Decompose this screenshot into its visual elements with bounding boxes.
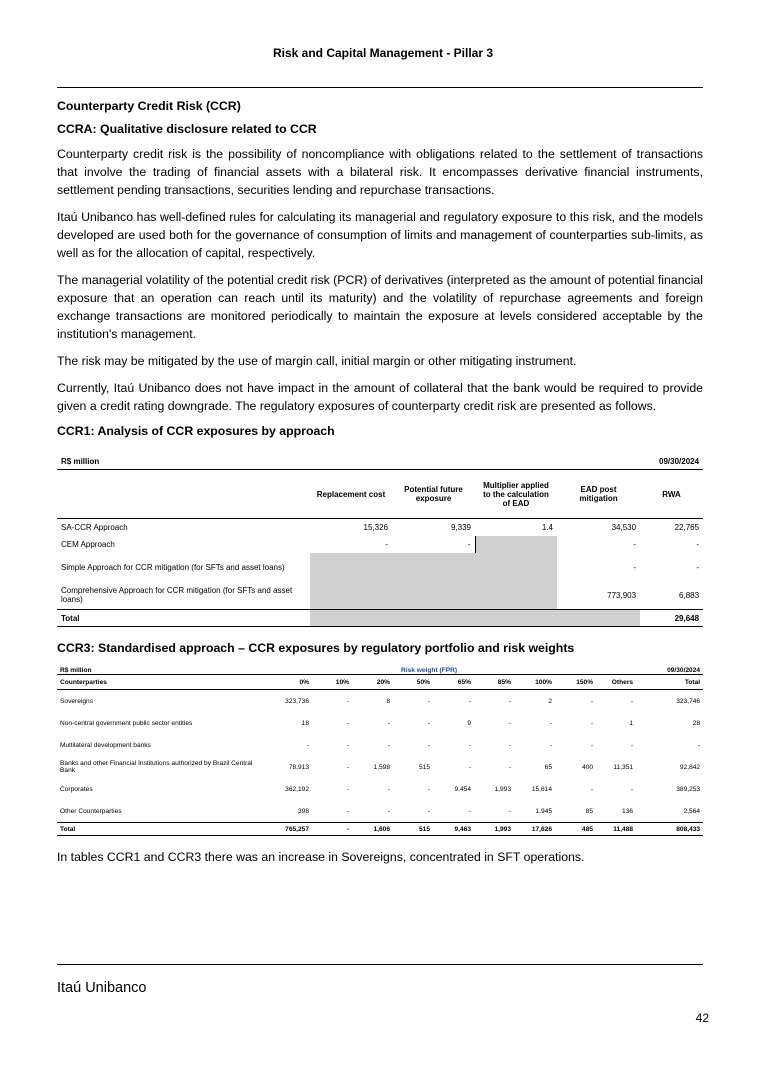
ccr3-header: 10%	[312, 675, 352, 690]
ccr3-total-cell: 9,463	[433, 823, 474, 836]
ccr3-cell: -	[468, 807, 471, 815]
header-divider	[57, 87, 703, 88]
ccr3-cell: -	[508, 719, 511, 727]
ccr3-cell: -	[427, 785, 430, 793]
ccr3-cell: -	[387, 807, 390, 815]
table-row	[57, 581, 703, 610]
ccr1-title: CCR1: Analysis of CCR exposures by approach	[57, 424, 335, 438]
ccr3-total-label: Total	[57, 823, 262, 836]
ccra-title: CCRA: Qualitative disclosure related to CCR	[57, 122, 317, 136]
ccr1-row-label: Comprehensive Approach for CCR mitigation (for SFTs and asset loans)	[61, 586, 293, 604]
ccr3-cell: -	[468, 697, 471, 705]
ccr1-cell: 34,530	[611, 523, 637, 532]
ccr3-row-label: Banks and other Financial Institutions authorized by Brazil Central Bank	[60, 760, 253, 774]
ccr3-header: Others	[596, 675, 636, 690]
ccr3-total-cell: 1,993	[474, 823, 514, 836]
ccr1-row-label: CEM Approach	[61, 540, 115, 549]
table-row	[57, 712, 703, 734]
ccr1-header-multiplier: Multiplier applied to the calculation of EAD	[475, 470, 557, 519]
ccr1-header-pfe: Potential future exposure	[392, 470, 475, 519]
ccr3-row-label: Corporates	[60, 785, 93, 793]
ccr3-cell: 323,746	[676, 697, 701, 705]
ccr3-header: 65%	[433, 675, 474, 690]
ccr3-cell: -	[346, 807, 349, 815]
page-content	[57, 99, 703, 875]
ccr1-unit: R$ million	[57, 444, 640, 470]
footer-brand: Itaú Unibanco	[57, 980, 147, 996]
ccr3-cell: 398	[297, 807, 309, 815]
ccr1-cell: -	[467, 540, 471, 549]
ccr1-cell: 15,326	[363, 523, 388, 532]
ccr3-cell: 15,614	[531, 785, 552, 793]
ccr3-cell: -	[427, 807, 430, 815]
ccr3-unit: R$ million	[60, 667, 92, 674]
ccr3-cell: -	[468, 741, 471, 749]
table-row	[57, 734, 703, 756]
page-header-title: Risk and Capital Management - Pillar 3	[272, 46, 494, 60]
paragraph: The managerial volatility of the potential credit risk (PCR) of derivatives (interpreted as the amount of potential financial exposure that an operation can reach until its maturity) and the volatility of repurchase agreements and foreign exchange transactions are monitored periodically to maintain the exposure at levels considered acceptable by the institution's management.	[57, 273, 703, 341]
ccr3-cell: 2,564	[683, 807, 701, 815]
ccr3-cell: -	[346, 719, 349, 727]
ccr3-cell: -	[630, 697, 634, 705]
table-row	[57, 778, 703, 800]
ccr3-cell: 323,736	[285, 697, 309, 705]
ccr3-cell: -	[346, 785, 349, 793]
ccr3-total-cell: -	[312, 823, 352, 836]
ccr3-total-cell: 485	[555, 823, 596, 836]
table-row	[57, 519, 703, 537]
table-row	[57, 690, 703, 713]
ccr3-cell: 2	[548, 697, 552, 705]
ccr3-cell: 9,454	[454, 785, 471, 793]
ccr3-total-cell: 808,433	[636, 823, 703, 836]
ccr3-total-row	[57, 823, 703, 836]
ccr3-cell: -	[549, 741, 552, 749]
ccr3-row-label: Non-central government public sector entities	[60, 719, 193, 727]
paragraph: Currently, Itaú Unibanco does not have impact in the amount of collateral that the bank would be required to provide given a credit rating downgrade. The regulatory exposures of counterparty credit risk are presented as follows.	[57, 381, 703, 413]
ccr1-total-rwa: 29,648	[640, 610, 703, 627]
ccr1-table	[57, 444, 703, 627]
paragraph: Itaú Unibanco has well-defined rules for calculating its managerial and regulatory exposure to this risk, and the models developed are used both for the governance of consumption of limits and management of counterparties sub-limits, as well as for the allocation of capital, respectively.	[57, 210, 703, 260]
ccr3-row-label: Sovereigns	[60, 697, 93, 705]
ccr3-table	[57, 663, 703, 836]
ccr1-header-row	[57, 470, 703, 519]
ccr1-cell: 9,339	[450, 523, 471, 532]
ccr3-risk-weight-label: Risk weight (FPR)	[401, 667, 458, 674]
ccr3-cell: -	[346, 763, 349, 771]
ccr3-cell: 9	[467, 719, 471, 727]
ccr3-total-cell: 1,606	[352, 823, 393, 836]
closing-note: In tables CCR1 and CCR3 there was an increase in Sovereigns, concentrated in SFT operations.	[57, 850, 585, 864]
ccr1-cell: -	[633, 562, 637, 572]
ccr1-header-ead: EAD post mitigation	[557, 470, 640, 519]
ccr1-header-replacement-cost: Replacement cost	[310, 470, 392, 519]
table-row	[57, 800, 703, 823]
ccr3-cell: -	[346, 697, 349, 705]
ccr3-cell: 18	[301, 719, 309, 727]
ccr3-header: 85%	[474, 675, 514, 690]
ccr3-cell: 28	[692, 719, 701, 727]
ccr3-cell: -	[468, 763, 471, 771]
ccr3-cell: 389,253	[676, 785, 701, 793]
ccr3-cell: 78,913	[288, 763, 309, 771]
ccr3-cell: 92,842	[679, 763, 701, 771]
ccr1-cell: -	[696, 540, 700, 549]
ccr1-shaded-cell	[310, 610, 640, 627]
ccr3-row-label: Other Counterparties	[60, 807, 122, 815]
ccr1-date: 09/30/2024	[640, 444, 703, 470]
ccr3-cell: -	[346, 741, 349, 749]
ccr3-cell: -	[549, 719, 552, 727]
ccr1-cell: 6,883	[679, 590, 700, 600]
ccr3-cell: -	[697, 741, 701, 749]
ccr1-shaded-cell	[310, 553, 557, 581]
section-title: Counterparty Credit Risk (CCR)	[57, 99, 241, 113]
ccr1-header-rwa: RWA	[640, 470, 703, 519]
paragraph: The risk may be mitigated by the use of margin call, initial margin or other mitigating instrument.	[57, 354, 577, 368]
ccr3-row-label: Multilateral development banks	[60, 741, 151, 749]
ccr1-cell: -	[633, 540, 637, 549]
ccr3-header-row	[57, 675, 703, 690]
ccr1-row-label: Simple Approach for CCR mitigation (for SFTs and asset loans)	[61, 562, 285, 572]
ccr3-date: 09/30/2024	[667, 667, 701, 674]
ccr3-cell: 1,598	[373, 763, 390, 771]
ccr3-cell: -	[508, 741, 511, 749]
ccr3-cell: -	[590, 719, 594, 727]
table-row	[57, 536, 703, 553]
ccr1-cell: -	[385, 540, 388, 549]
ccr1-cell: 22,765	[674, 523, 700, 532]
paragraph: Counterparty credit risk is the possibility of noncompliance with obligations related to the settlement of transactions that involve the trading of financial assets with a bilateral risk. It encompasses derivative financial instruments, settlement pending transactions, securities lending and repurchase transactions.	[57, 147, 703, 197]
ccr3-total-cell: 17,626	[514, 823, 555, 836]
ccr3-cell: -	[590, 785, 594, 793]
ccr3-total-cell: 765,257	[262, 823, 312, 836]
ccr3-cell: -	[630, 741, 634, 749]
ccr1-cell: 773,903	[607, 590, 637, 600]
ccr1-shaded-cell	[310, 581, 557, 610]
ccr3-cell: 1	[629, 719, 634, 727]
ccr3-caption-row	[57, 663, 703, 675]
ccr3-cell: 65	[544, 763, 552, 771]
ccr3-total-cell: 515	[393, 823, 433, 836]
ccr1-cell: -	[696, 562, 700, 572]
ccr1-row-label: SA-CCR Approach	[61, 523, 128, 532]
ccr1-cell: 1.4	[541, 523, 553, 532]
table-row	[57, 553, 703, 581]
ccr3-total-cell: 11,488	[596, 823, 636, 836]
ccr3-cell: -	[590, 741, 594, 749]
page-number: 42	[695, 1011, 709, 1025]
ccr3-header: Total	[636, 675, 703, 690]
ccr1-caption-row	[57, 444, 703, 470]
ccr3-header: 50%	[393, 675, 433, 690]
ccr3-cell: 1,993	[494, 785, 511, 793]
ccr3-cell: -	[427, 697, 430, 705]
ccr3-cell: 362,192	[285, 785, 309, 793]
ccr3-cell: 85	[585, 807, 594, 815]
ccr3-header: 0%	[262, 675, 312, 690]
ccr1-shaded-cell	[475, 536, 557, 553]
ccr3-header: 150%	[555, 675, 596, 690]
ccr3-cell: 136	[622, 807, 634, 815]
ccr3-cell: -	[427, 719, 430, 727]
ccr1-total-label: Total	[57, 610, 310, 627]
ccr3-title: CCR3: Standardised approach – CCR exposures by regulatory portfolio and risk weights	[57, 641, 575, 655]
footer-divider	[57, 964, 703, 965]
ccr3-header: 20%	[352, 675, 393, 690]
ccr3-cell: -	[306, 741, 309, 749]
ccr3-cell: -	[508, 697, 511, 705]
ccr3-header: Counterparties	[57, 675, 262, 690]
ccr1-total-row	[57, 610, 703, 627]
ccr1-header-blank	[57, 470, 310, 519]
ccr3-cell: -	[387, 741, 390, 749]
ccr3-cell: -	[387, 785, 390, 793]
ccr3-cell: -	[387, 719, 390, 727]
ccr3-cell: -	[427, 741, 430, 749]
ccr3-header: 100%	[514, 675, 555, 690]
ccr3-cell: 400	[582, 763, 594, 771]
ccr3-cell: -	[508, 807, 511, 815]
table-row	[57, 756, 703, 778]
ccr3-cell: 11,351	[613, 763, 634, 771]
ccr3-cell: -	[590, 697, 594, 705]
ccr3-cell: 8	[386, 697, 390, 705]
ccr3-cell: -	[508, 763, 511, 771]
ccr3-cell: 1,945	[535, 807, 552, 815]
ccr3-cell: 515	[418, 763, 430, 771]
ccr3-cell: -	[630, 785, 634, 793]
